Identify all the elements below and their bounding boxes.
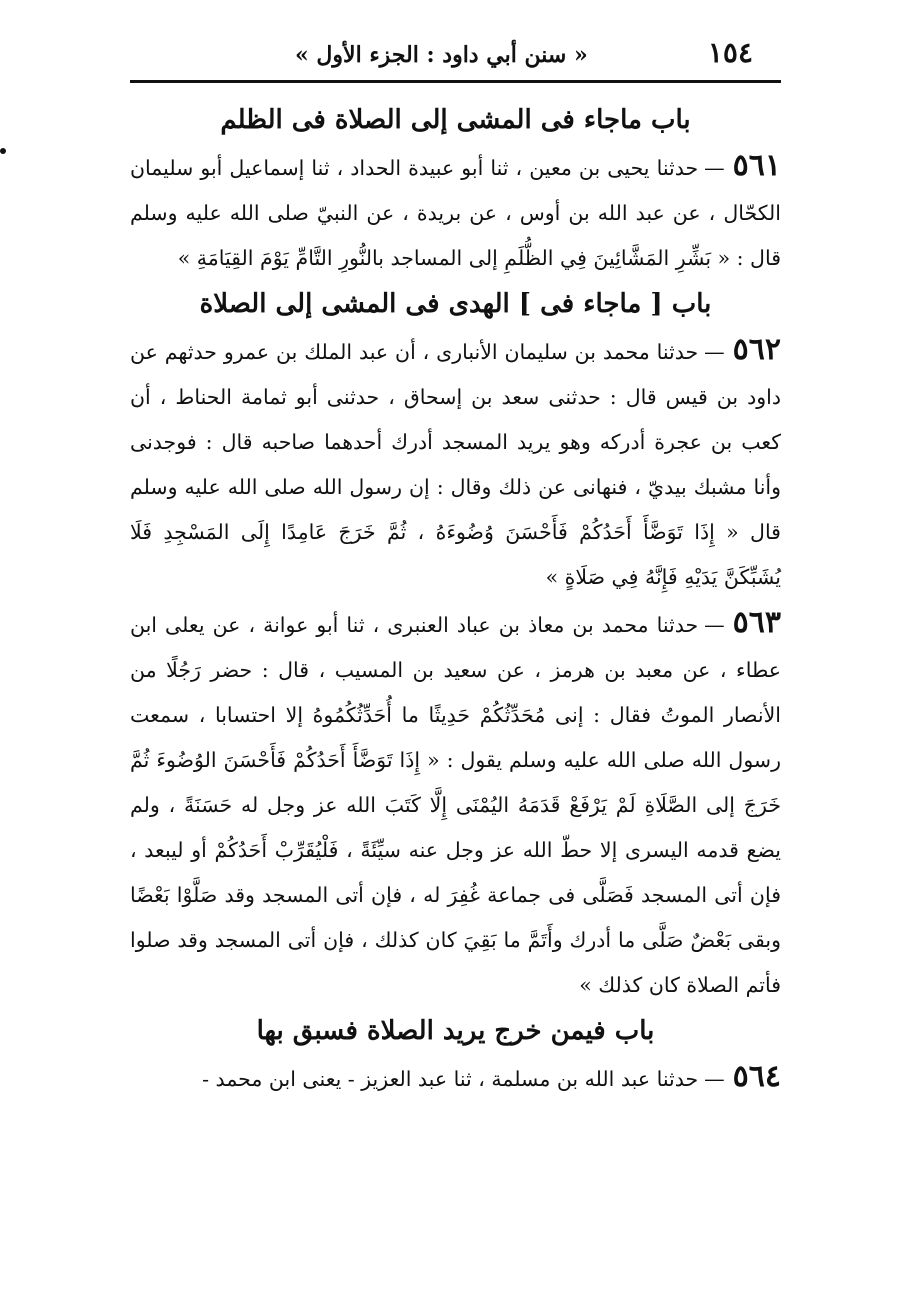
hadith-dash: — bbox=[704, 1067, 725, 1091]
chapter-heading-conduct-walking: باب [ ماجاء فى ] الهدى فى المشى إلى الصلاة bbox=[199, 289, 712, 319]
hadith-dash: — bbox=[704, 613, 725, 637]
hadith-number: ٥٦٣ bbox=[732, 605, 781, 640]
hadith-562 bbox=[130, 327, 781, 600]
header-rule bbox=[130, 80, 781, 83]
hadith-number: ٥٦١ bbox=[732, 148, 781, 183]
hadith-dash: — bbox=[704, 156, 725, 180]
hadith-564 bbox=[130, 1054, 781, 1102]
hadith-text: حدثنا محمد بن معاذ بن عباد العنبرى ، ثنا أبو عوانة ، عن يعلى ابن عطاء ، عن معبد بن هرمز ، عن سعيد بن المسيب ، قال : حضر رَجُلًا من الأنصار الموتُ فقال : إنى مُحَدِّثُكُمْ حَدِيثًا ما أُحَدِّثُكُمُوهُ إلا احتسابا ، سمعت رسول الله صلى الله عليه وسلم يقول : « إِذَا تَوَضَّأَ أَحَدُكُمْ فَأَحْسَنَ الوُضُوءَ ثُمَّ خَرَجَ إلى الصَّلَاةِ لَمْ يَرْفَعْ قَدَمَهُ اليُمْنَى إِلَّا كَتَبَ الله عز وجل له حَسَنَةً ، ولم يضع قدمه اليسرى إلا حطّ الله عز وجل عنه سيِّئَةً ، فَلْيُقَرِّبْ أَحَدُكُمْ أو ليبعد ، فإن أتى المسجد فَصَلَّى فى جماعة غُفِرَ له ، فإن أتى المسجد وقد صَلَّوْا بَعْضًا وبقى بَعْضٌ صَلَّى ما أدرك وأَتَمَّ ما بَقِيَ كان كذلك ، فإن أتى المسجد وقد صلوا فأتم الصلاة كان كذلك » bbox=[130, 613, 781, 997]
hadith-text: حدثنا يحيى بن معين ، ثنا أبو عبيدة الحداد ، ثنا إسماعيل أبو سليمان الكحّال ، عن عبد الله بن أوس ، عن بريدة ، عن النبيّ صلى الله عليه وسلم قال : « بَشِّرِ المَشَّائِينَ فِي الظُّلَمِ إلى المساجد بالنُّورِ التَّامِّ يَوْمَ القِيَامَةِ » bbox=[130, 156, 781, 270]
hadith-number: ٥٦٢ bbox=[732, 332, 781, 367]
page-body bbox=[130, 97, 781, 1102]
running-head bbox=[130, 36, 781, 76]
hadith-dash: — bbox=[704, 340, 725, 364]
hadith-561 bbox=[130, 143, 781, 281]
hadith-text: حدثنا عبد الله بن مسلمة ، ثنا عبد العزيز - يعنى ابن محمد - bbox=[202, 1067, 699, 1091]
hadith-number: ٥٦٤ bbox=[732, 1059, 781, 1094]
scan-edge-mark bbox=[0, 148, 6, 154]
hadith-563 bbox=[130, 600, 781, 1008]
hadith-text: حدثنا محمد بن سليمان الأنبارى ، أن عبد الملك بن عمرو حدثهم عن داود بن قيس قال : حدثنى سعد بن إسحاق ، حدثنى أبو ثمامة الحناط ، أن كعب بن عجرة أدركه وهو يريد المسجد أدرك أحدهما صاحبه قال : فوجدنى وأنا مشبك بيديّ ، فنهانى عن ذلك وقال : إن رسول الله صلى الله عليه وسلم قال « إِذَا تَوَضَّأَ أَحَدُكُمْ فَأَحْسَنَ وُضُوءَهُ ، ثُمَّ خَرَجَ عَامِدًا إِلَى المَسْجِدِ فَلَا يُشَبِّكَنَّ يَدَيْهِ فَإِنَّهُ فِي صَلَاةٍ » bbox=[130, 340, 781, 589]
page-number: ١٥٤ bbox=[707, 36, 753, 69]
chapter-heading-missed-prayer: باب فيمن خرج يريد الصلاة فسبق بها bbox=[256, 1016, 655, 1046]
chapter-heading-walking-in-darkness: باب ماجاء فى المشى إلى الصلاة فى الظلم bbox=[220, 105, 691, 135]
running-title: « سنن أبي داود : الجزء الأول » bbox=[295, 42, 588, 68]
